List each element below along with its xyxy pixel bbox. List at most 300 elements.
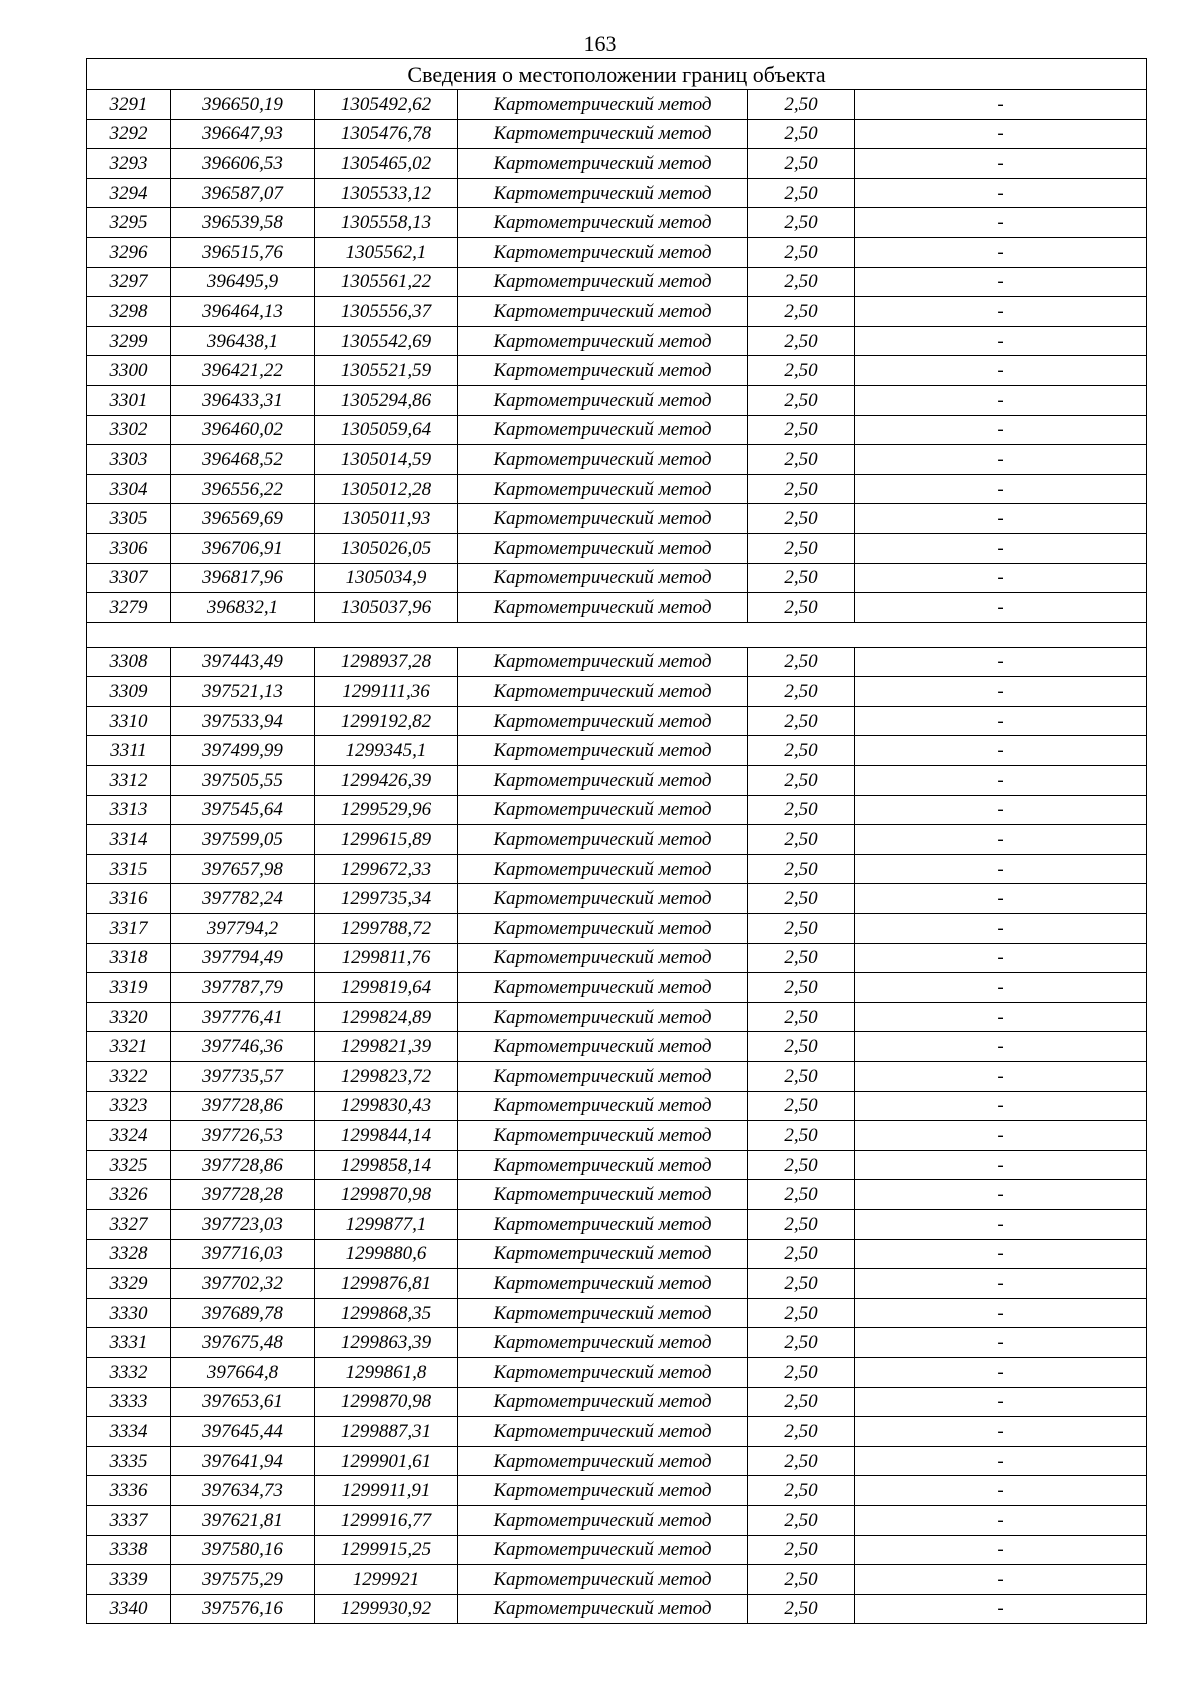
point-number-cell: 3326 (87, 1180, 171, 1210)
note-cell: - (855, 356, 1147, 386)
y-coordinate-cell: 1299921 (315, 1565, 458, 1595)
note-cell: - (855, 1357, 1147, 1387)
y-coordinate-cell: 1299823,72 (315, 1062, 458, 1092)
table-row (87, 593, 1147, 623)
x-coordinate-cell: 397782,24 (171, 884, 315, 914)
y-coordinate-cell: 1299192,82 (315, 706, 458, 736)
method-cell: Картометрический метод (458, 647, 748, 677)
point-number-cell: 3298 (87, 297, 171, 327)
note-cell: - (855, 593, 1147, 623)
x-coordinate-cell: 397794,49 (171, 943, 315, 973)
accuracy-cell: 2,50 (748, 149, 855, 179)
method-cell: Картометрический метод (458, 1476, 748, 1506)
table-row (87, 356, 1147, 386)
point-number-cell: 3327 (87, 1209, 171, 1239)
y-coordinate-cell: 1305561,22 (315, 267, 458, 297)
method-cell: Картометрический метод (458, 766, 748, 796)
method-cell: Картометрический метод (458, 208, 748, 238)
table-row (87, 736, 1147, 766)
method-cell: Картометрический метод (458, 533, 748, 563)
accuracy-cell: 2,50 (748, 1002, 855, 1032)
method-cell: Картометрический метод (458, 1121, 748, 1151)
x-coordinate-cell: 397599,05 (171, 825, 315, 855)
accuracy-cell: 2,50 (748, 267, 855, 297)
x-coordinate-cell: 397545,64 (171, 795, 315, 825)
method-cell: Картометрический метод (458, 385, 748, 415)
y-coordinate-cell: 1299863,39 (315, 1328, 458, 1358)
point-number-cell: 3334 (87, 1417, 171, 1447)
table-row (87, 208, 1147, 238)
block-separator-row (87, 622, 1147, 647)
point-number-cell: 3302 (87, 415, 171, 445)
table-row (87, 1150, 1147, 1180)
method-cell: Картометрический метод (458, 825, 748, 855)
y-coordinate-cell: 1299868,35 (315, 1298, 458, 1328)
note-cell: - (855, 1505, 1147, 1535)
table-caption-row (87, 59, 1147, 90)
x-coordinate-cell: 396421,22 (171, 356, 315, 386)
note-cell: - (855, 884, 1147, 914)
method-cell: Картометрический метод (458, 326, 748, 356)
method-cell: Картометрический метод (458, 1180, 748, 1210)
method-cell: Картометрический метод (458, 1269, 748, 1299)
method-cell: Картометрический метод (458, 1032, 748, 1062)
note-cell: - (855, 1328, 1147, 1358)
method-cell: Картометрический метод (458, 1091, 748, 1121)
accuracy-cell: 2,50 (748, 1565, 855, 1595)
x-coordinate-cell: 397787,79 (171, 973, 315, 1003)
accuracy-cell: 2,50 (748, 445, 855, 475)
y-coordinate-cell: 1299111,36 (315, 677, 458, 707)
accuracy-cell: 2,50 (748, 1357, 855, 1387)
point-number-cell: 3325 (87, 1150, 171, 1180)
point-number-cell: 3332 (87, 1357, 171, 1387)
method-cell: Картометрический метод (458, 593, 748, 623)
note-cell: - (855, 90, 1147, 120)
x-coordinate-cell: 396464,13 (171, 297, 315, 327)
point-number-cell: 3299 (87, 326, 171, 356)
y-coordinate-cell: 1305011,93 (315, 504, 458, 534)
point-number-cell: 3291 (87, 90, 171, 120)
x-coordinate-cell: 397702,32 (171, 1269, 315, 1299)
method-cell: Картометрический метод (458, 1328, 748, 1358)
method-cell: Картометрический метод (458, 149, 748, 179)
note-cell: - (855, 677, 1147, 707)
point-number-cell: 3331 (87, 1328, 171, 1358)
note-cell: - (855, 267, 1147, 297)
point-number-cell: 3324 (87, 1121, 171, 1151)
accuracy-cell: 2,50 (748, 1535, 855, 1565)
x-coordinate-cell: 396647,93 (171, 119, 315, 149)
note-cell: - (855, 178, 1147, 208)
y-coordinate-cell: 1305059,64 (315, 415, 458, 445)
accuracy-cell: 2,50 (748, 1446, 855, 1476)
note-cell: - (855, 766, 1147, 796)
accuracy-cell: 2,50 (748, 1180, 855, 1210)
point-number-cell: 3310 (87, 706, 171, 736)
method-cell: Картометрический метод (458, 90, 748, 120)
x-coordinate-cell: 397653,61 (171, 1387, 315, 1417)
table-row (87, 474, 1147, 504)
x-coordinate-cell: 397575,29 (171, 1565, 315, 1595)
point-number-cell: 3329 (87, 1269, 171, 1299)
point-number-cell: 3311 (87, 736, 171, 766)
table-row (87, 1239, 1147, 1269)
table-row (87, 884, 1147, 914)
point-number-cell: 3320 (87, 1002, 171, 1032)
note-cell: - (855, 1446, 1147, 1476)
method-cell: Картометрический метод (458, 1150, 748, 1180)
note-cell: - (855, 1062, 1147, 1092)
method-cell: Картометрический метод (458, 1505, 748, 1535)
table-row (87, 825, 1147, 855)
table-row (87, 766, 1147, 796)
table-row (87, 706, 1147, 736)
accuracy-cell: 2,50 (748, 593, 855, 623)
y-coordinate-cell: 1299911,91 (315, 1476, 458, 1506)
method-cell: Картометрический метод (458, 943, 748, 973)
table-row (87, 647, 1147, 677)
table-row (87, 504, 1147, 534)
note-cell: - (855, 647, 1147, 677)
table-row (87, 326, 1147, 356)
accuracy-cell: 2,50 (748, 1328, 855, 1358)
note-cell: - (855, 795, 1147, 825)
table-row (87, 385, 1147, 415)
y-coordinate-cell: 1305012,28 (315, 474, 458, 504)
point-number-cell: 3330 (87, 1298, 171, 1328)
method-cell: Картометрический метод (458, 1298, 748, 1328)
point-number-cell: 3315 (87, 854, 171, 884)
point-number-cell: 3333 (87, 1387, 171, 1417)
point-number-cell: 3308 (87, 647, 171, 677)
table-row (87, 973, 1147, 1003)
table-row (87, 1328, 1147, 1358)
table-row (87, 267, 1147, 297)
x-coordinate-cell: 397689,78 (171, 1298, 315, 1328)
x-coordinate-cell: 397726,53 (171, 1121, 315, 1151)
point-number-cell: 3317 (87, 914, 171, 944)
x-coordinate-cell: 397505,55 (171, 766, 315, 796)
note-cell: - (855, 736, 1147, 766)
x-coordinate-cell: 397645,44 (171, 1417, 315, 1447)
method-cell: Картометрический метод (458, 237, 748, 267)
y-coordinate-cell: 1299529,96 (315, 795, 458, 825)
note-cell: - (855, 1298, 1147, 1328)
y-coordinate-cell: 1299830,43 (315, 1091, 458, 1121)
y-coordinate-cell: 1299870,98 (315, 1180, 458, 1210)
x-coordinate-cell: 397499,99 (171, 736, 315, 766)
table-row (87, 1387, 1147, 1417)
point-number-cell: 3337 (87, 1505, 171, 1535)
y-coordinate-cell: 1298937,28 (315, 647, 458, 677)
table-row (87, 1269, 1147, 1299)
accuracy-cell: 2,50 (748, 237, 855, 267)
x-coordinate-cell: 396468,52 (171, 445, 315, 475)
table-row (87, 1091, 1147, 1121)
x-coordinate-cell: 397735,57 (171, 1062, 315, 1092)
y-coordinate-cell: 1305521,59 (315, 356, 458, 386)
accuracy-cell: 2,50 (748, 504, 855, 534)
y-coordinate-cell: 1299861,8 (315, 1357, 458, 1387)
x-coordinate-cell: 396438,1 (171, 326, 315, 356)
y-coordinate-cell: 1305014,59 (315, 445, 458, 475)
y-coordinate-cell: 1299735,34 (315, 884, 458, 914)
note-cell: - (855, 1387, 1147, 1417)
accuracy-cell: 2,50 (748, 825, 855, 855)
method-cell: Картометрический метод (458, 563, 748, 593)
x-coordinate-cell: 397576,16 (171, 1594, 315, 1624)
point-number-cell: 3304 (87, 474, 171, 504)
accuracy-cell: 2,50 (748, 1150, 855, 1180)
note-cell: - (855, 1535, 1147, 1565)
method-cell: Картометрический метод (458, 1209, 748, 1239)
method-cell: Картометрический метод (458, 914, 748, 944)
x-coordinate-cell: 396569,69 (171, 504, 315, 534)
x-coordinate-cell: 397776,41 (171, 1002, 315, 1032)
y-coordinate-cell: 1299901,61 (315, 1446, 458, 1476)
table-row (87, 1505, 1147, 1535)
y-coordinate-cell: 1299915,25 (315, 1535, 458, 1565)
table-row (87, 119, 1147, 149)
accuracy-cell: 2,50 (748, 973, 855, 1003)
table-row (87, 795, 1147, 825)
y-coordinate-cell: 1299876,81 (315, 1269, 458, 1299)
point-number-cell: 3306 (87, 533, 171, 563)
accuracy-cell: 2,50 (748, 474, 855, 504)
point-number-cell: 3296 (87, 237, 171, 267)
method-cell: Картометрический метод (458, 178, 748, 208)
accuracy-cell: 2,50 (748, 736, 855, 766)
accuracy-cell: 2,50 (748, 356, 855, 386)
method-cell: Картометрический метод (458, 474, 748, 504)
table-row (87, 297, 1147, 327)
accuracy-cell: 2,50 (748, 1239, 855, 1269)
point-number-cell: 3322 (87, 1062, 171, 1092)
method-cell: Картометрический метод (458, 504, 748, 534)
table-row (87, 237, 1147, 267)
note-cell: - (855, 474, 1147, 504)
point-number-cell: 3318 (87, 943, 171, 973)
method-cell: Картометрический метод (458, 267, 748, 297)
accuracy-cell: 2,50 (748, 884, 855, 914)
y-coordinate-cell: 1299615,89 (315, 825, 458, 855)
y-coordinate-cell: 1299858,14 (315, 1150, 458, 1180)
x-coordinate-cell: 396587,07 (171, 178, 315, 208)
method-cell: Картометрический метод (458, 706, 748, 736)
note-cell: - (855, 149, 1147, 179)
method-cell: Картометрический метод (458, 1565, 748, 1595)
table-row (87, 1062, 1147, 1092)
accuracy-cell: 2,50 (748, 1269, 855, 1299)
y-coordinate-cell: 1299844,14 (315, 1121, 458, 1151)
x-coordinate-cell: 397728,86 (171, 1150, 315, 1180)
y-coordinate-cell: 1299788,72 (315, 914, 458, 944)
x-coordinate-cell: 396460,02 (171, 415, 315, 445)
x-coordinate-cell: 397580,16 (171, 1535, 315, 1565)
point-number-cell: 3314 (87, 825, 171, 855)
x-coordinate-cell: 397443,49 (171, 647, 315, 677)
y-coordinate-cell: 1305562,1 (315, 237, 458, 267)
accuracy-cell: 2,50 (748, 1594, 855, 1624)
x-coordinate-cell: 397521,13 (171, 677, 315, 707)
point-number-cell: 3305 (87, 504, 171, 534)
point-number-cell: 3323 (87, 1091, 171, 1121)
point-number-cell: 3313 (87, 795, 171, 825)
accuracy-cell: 2,50 (748, 297, 855, 327)
note-cell: - (855, 1476, 1147, 1506)
point-number-cell: 3336 (87, 1476, 171, 1506)
accuracy-cell: 2,50 (748, 1476, 855, 1506)
note-cell: - (855, 563, 1147, 593)
method-cell: Картометрический метод (458, 1446, 748, 1476)
table-row (87, 1032, 1147, 1062)
table-row (87, 563, 1147, 593)
accuracy-cell: 2,50 (748, 854, 855, 884)
method-cell: Картометрический метод (458, 677, 748, 707)
accuracy-cell: 2,50 (748, 1091, 855, 1121)
point-number-cell: 3279 (87, 593, 171, 623)
note-cell: - (855, 533, 1147, 563)
y-coordinate-cell: 1305026,05 (315, 533, 458, 563)
x-coordinate-cell: 397533,94 (171, 706, 315, 736)
x-coordinate-cell: 397657,98 (171, 854, 315, 884)
table-row (87, 1594, 1147, 1624)
table-row (87, 1565, 1147, 1595)
x-coordinate-cell: 397675,48 (171, 1328, 315, 1358)
accuracy-cell: 2,50 (748, 647, 855, 677)
x-coordinate-cell: 397621,81 (171, 1505, 315, 1535)
x-coordinate-cell: 396817,96 (171, 563, 315, 593)
point-number-cell: 3303 (87, 445, 171, 475)
note-cell: - (855, 1150, 1147, 1180)
x-coordinate-cell: 396606,53 (171, 149, 315, 179)
point-number-cell: 3294 (87, 178, 171, 208)
note-cell: - (855, 208, 1147, 238)
accuracy-cell: 2,50 (748, 90, 855, 120)
method-cell: Картометрический метод (458, 1239, 748, 1269)
table-row (87, 415, 1147, 445)
note-cell: - (855, 119, 1147, 149)
method-cell: Картометрический метод (458, 854, 748, 884)
point-number-cell: 3297 (87, 267, 171, 297)
x-coordinate-cell: 397728,28 (171, 1180, 315, 1210)
y-coordinate-cell: 1305542,69 (315, 326, 458, 356)
y-coordinate-cell: 1305492,62 (315, 90, 458, 120)
accuracy-cell: 2,50 (748, 415, 855, 445)
y-coordinate-cell: 1305037,96 (315, 593, 458, 623)
point-number-cell: 3319 (87, 973, 171, 1003)
y-coordinate-cell: 1299672,33 (315, 854, 458, 884)
note-cell: - (855, 445, 1147, 475)
method-cell: Картометрический метод (458, 415, 748, 445)
accuracy-cell: 2,50 (748, 385, 855, 415)
note-cell: - (855, 1239, 1147, 1269)
accuracy-cell: 2,50 (748, 795, 855, 825)
table-row (87, 445, 1147, 475)
table-title: Сведения о местоположении границ объекта (87, 59, 1147, 90)
note-cell: - (855, 415, 1147, 445)
point-number-cell: 3321 (87, 1032, 171, 1062)
table-row (87, 854, 1147, 884)
accuracy-cell: 2,50 (748, 326, 855, 356)
note-cell: - (855, 1032, 1147, 1062)
accuracy-cell: 2,50 (748, 1417, 855, 1447)
method-cell: Картометрический метод (458, 795, 748, 825)
accuracy-cell: 2,50 (748, 208, 855, 238)
point-number-cell: 3335 (87, 1446, 171, 1476)
note-cell: - (855, 943, 1147, 973)
point-number-cell: 3307 (87, 563, 171, 593)
x-coordinate-cell: 397641,94 (171, 1446, 315, 1476)
point-number-cell: 3293 (87, 149, 171, 179)
table-row (87, 1535, 1147, 1565)
point-number-cell: 3339 (87, 1565, 171, 1595)
table-row (87, 533, 1147, 563)
table-row (87, 90, 1147, 120)
note-cell: - (855, 326, 1147, 356)
note-cell: - (855, 385, 1147, 415)
note-cell: - (855, 1180, 1147, 1210)
x-coordinate-cell: 396515,76 (171, 237, 315, 267)
y-coordinate-cell: 1299877,1 (315, 1209, 458, 1239)
note-cell: - (855, 973, 1147, 1003)
note-cell: - (855, 237, 1147, 267)
y-coordinate-cell: 1299887,31 (315, 1417, 458, 1447)
method-cell: Картометрический метод (458, 1357, 748, 1387)
method-cell: Картометрический метод (458, 1387, 748, 1417)
note-cell: - (855, 504, 1147, 534)
method-cell: Картометрический метод (458, 1417, 748, 1447)
note-cell: - (855, 825, 1147, 855)
note-cell: - (855, 1269, 1147, 1299)
y-coordinate-cell: 1305465,02 (315, 149, 458, 179)
x-coordinate-cell: 397664,8 (171, 1357, 315, 1387)
table-row (87, 1121, 1147, 1151)
method-cell: Картометрический метод (458, 1002, 748, 1032)
table-row (87, 1476, 1147, 1506)
x-coordinate-cell: 396433,31 (171, 385, 315, 415)
method-cell: Картометрический метод (458, 356, 748, 386)
note-cell: - (855, 914, 1147, 944)
x-coordinate-cell: 396706,91 (171, 533, 315, 563)
point-number-cell: 3300 (87, 356, 171, 386)
y-coordinate-cell: 1299345,1 (315, 736, 458, 766)
y-coordinate-cell: 1299821,39 (315, 1032, 458, 1062)
point-number-cell: 3316 (87, 884, 171, 914)
x-coordinate-cell: 396539,58 (171, 208, 315, 238)
x-coordinate-cell: 397728,86 (171, 1091, 315, 1121)
y-coordinate-cell: 1305556,37 (315, 297, 458, 327)
accuracy-cell: 2,50 (748, 1505, 855, 1535)
y-coordinate-cell: 1305558,13 (315, 208, 458, 238)
point-number-cell: 3301 (87, 385, 171, 415)
x-coordinate-cell: 396495,9 (171, 267, 315, 297)
method-cell: Картометрический метод (458, 119, 748, 149)
method-cell: Картометрический метод (458, 1062, 748, 1092)
accuracy-cell: 2,50 (748, 706, 855, 736)
method-cell: Картометрический метод (458, 297, 748, 327)
accuracy-cell: 2,50 (748, 1062, 855, 1092)
point-number-cell: 3292 (87, 119, 171, 149)
y-coordinate-cell: 1299824,89 (315, 1002, 458, 1032)
table-row (87, 1180, 1147, 1210)
point-number-cell: 3295 (87, 208, 171, 238)
method-cell: Картометрический метод (458, 736, 748, 766)
table-row (87, 1298, 1147, 1328)
y-coordinate-cell: 1305533,12 (315, 178, 458, 208)
x-coordinate-cell: 397723,03 (171, 1209, 315, 1239)
